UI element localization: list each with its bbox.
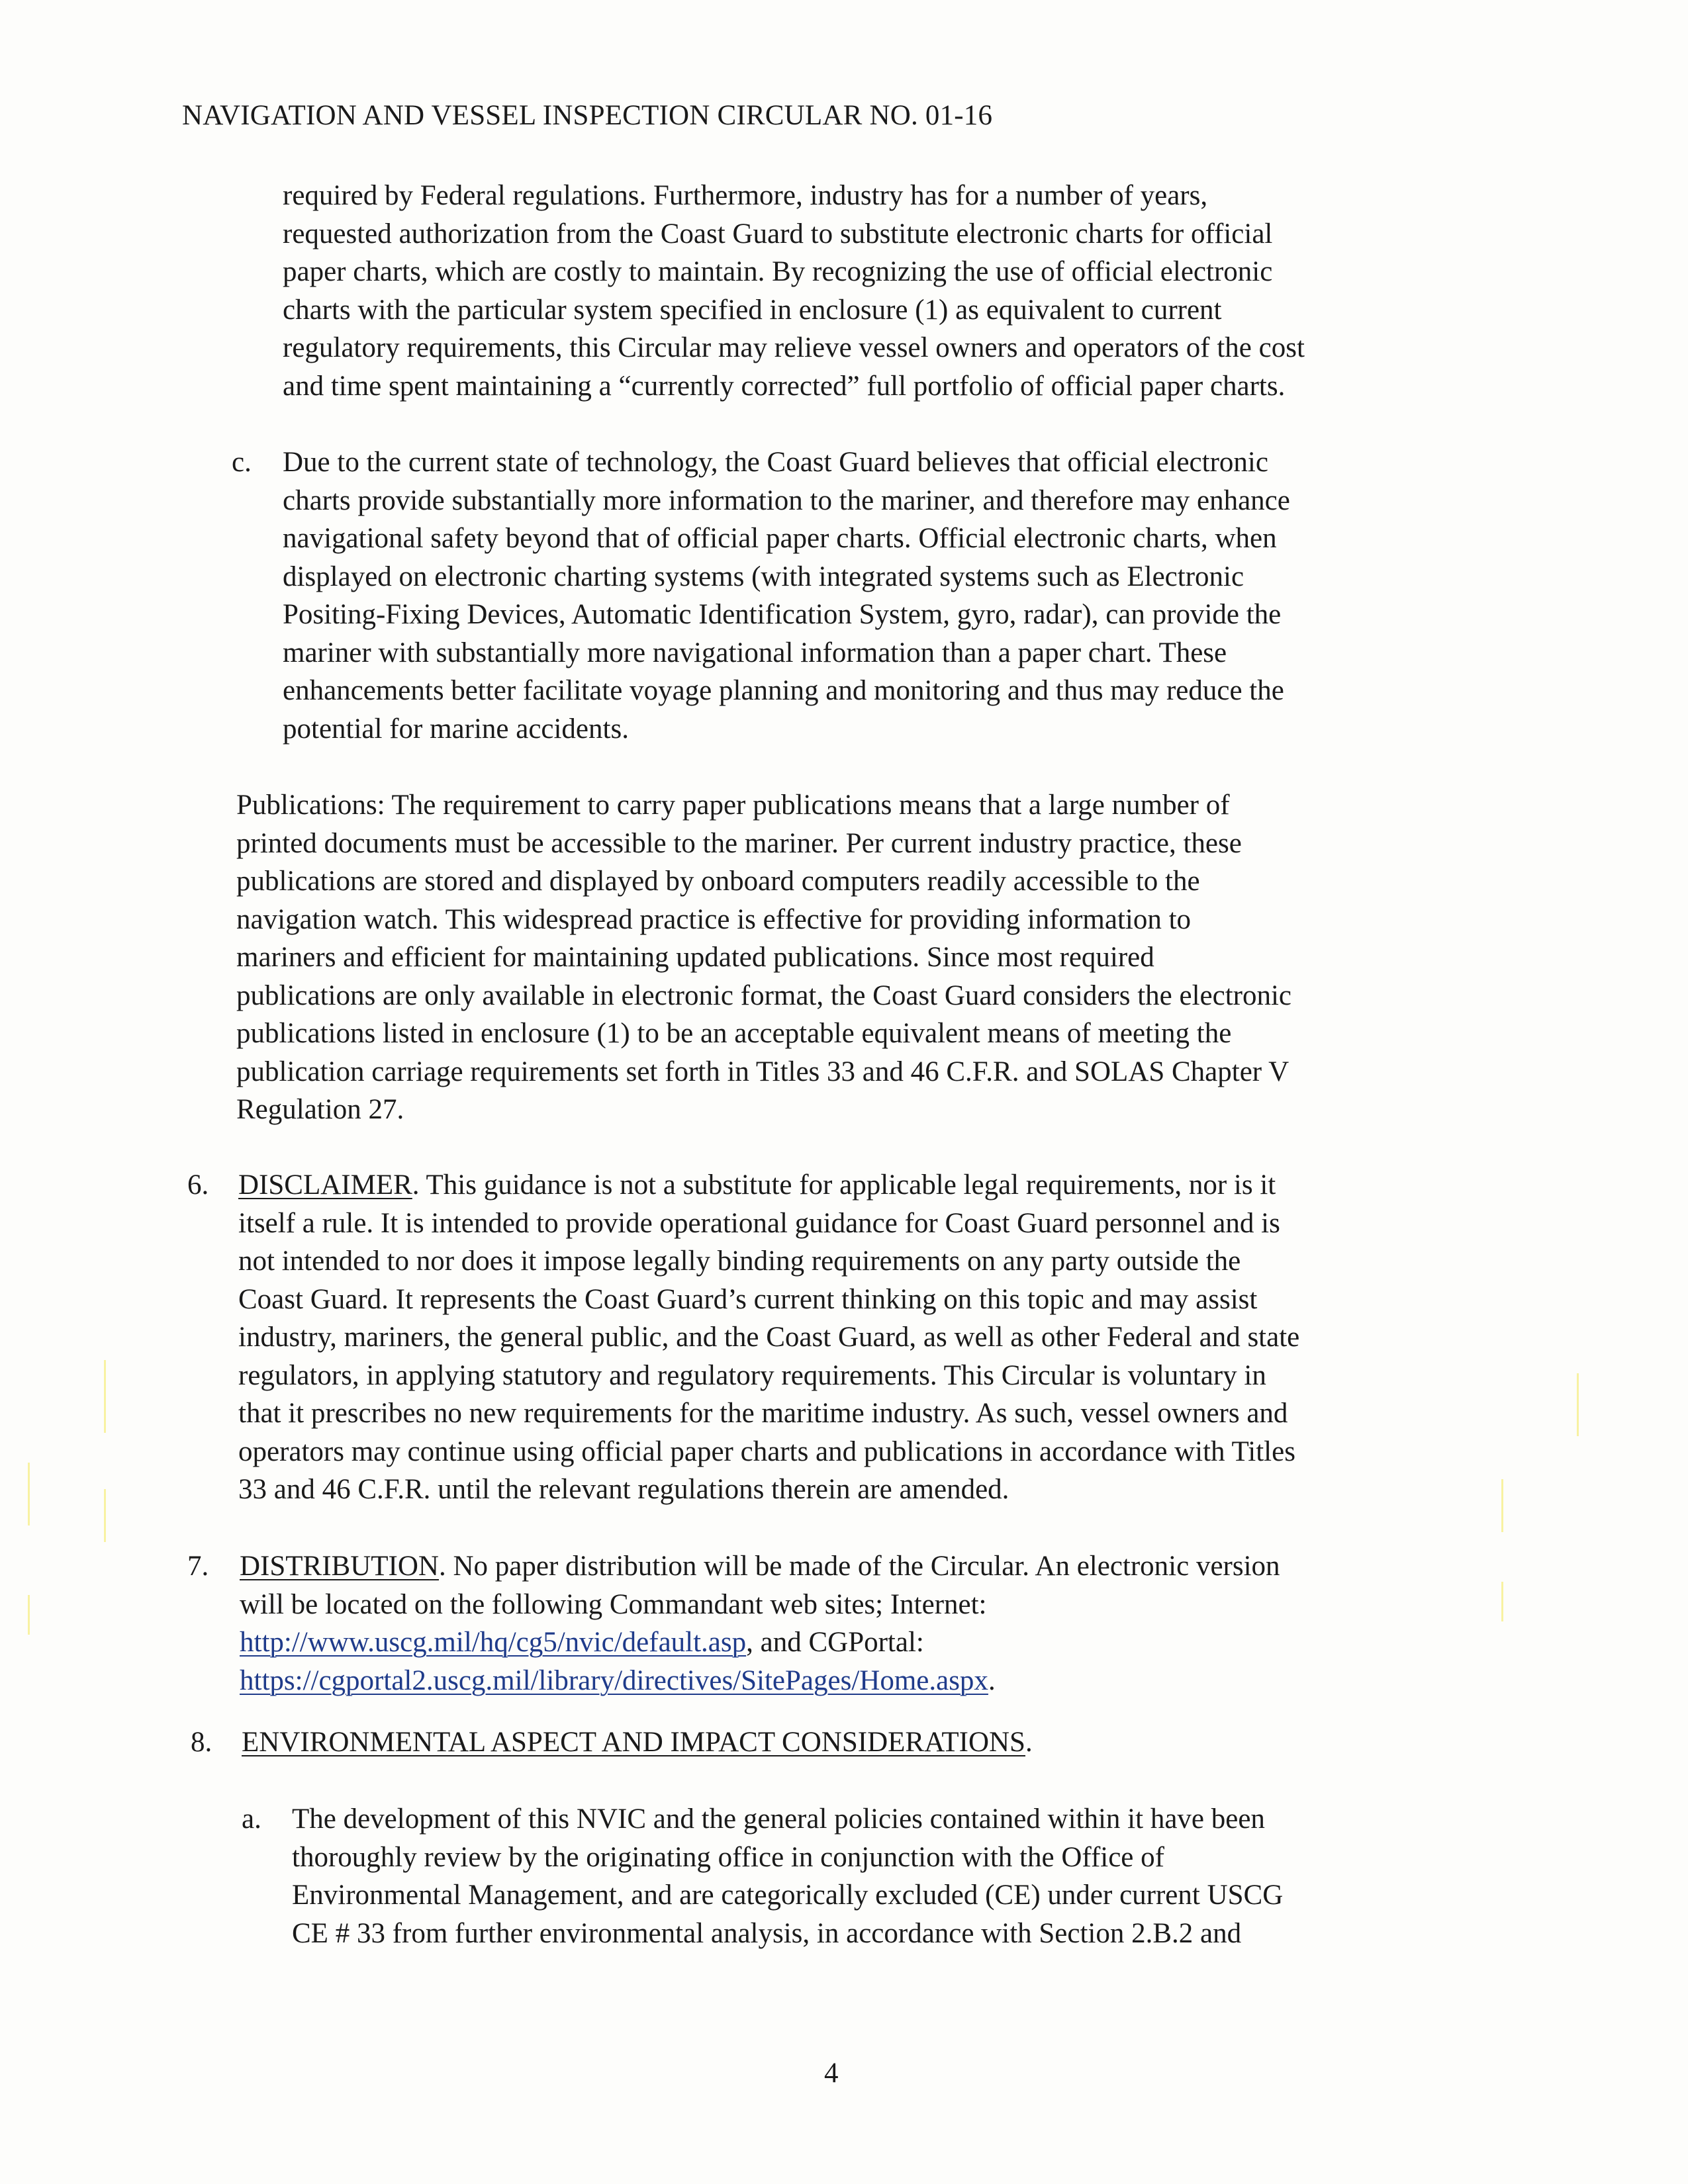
text-line: charts provide substantially more information to the mariner, and therefore may enhance xyxy=(283,484,1290,516)
text-line: publication carriage requirements set forth in Titles 33 and 46 C.F.R. and SOLAS Chapter V xyxy=(236,1056,1289,1087)
section-number-8: 8. xyxy=(191,1727,212,1758)
text-line xyxy=(238,1166,1299,1205)
text-line: Coast Guard. It represents the Coast Guard’s current thinking on this topic and may assist xyxy=(238,1283,1258,1315)
text-line: mariners and efficient for maintaining updated publications. Since most required xyxy=(236,942,1154,973)
scan-artifact-mark xyxy=(28,1463,30,1525)
text-run: . xyxy=(1025,1727,1033,1758)
text-line: Environmental Management, and are categorically excluded (CE) under current USCG xyxy=(292,1880,1284,1911)
uscg-nvic-link[interactable]: http://www.uscg.mil/hq/cg5/nvic/default.asp xyxy=(240,1627,747,1658)
text-line: requested authorization from the Coast Guard to substitute electronic charts for official xyxy=(283,218,1273,250)
text-line: charts with the particular system specified in enclosure (1) as equivalent to current xyxy=(283,294,1222,326)
text-line xyxy=(242,1723,1033,1762)
text-run: . This guidance is not a substitute for applicable legal requirements, nor is it xyxy=(412,1169,1276,1201)
scan-artifact-mark xyxy=(28,1595,30,1635)
text-line: thoroughly review by the originating office in conjunction with the Office of xyxy=(292,1841,1164,1873)
scan-artifact-mark xyxy=(104,1360,106,1433)
document-header-title: NAVIGATION AND VESSEL INSPECTION CIRCULAR NO. 01-16 xyxy=(182,100,993,131)
scan-artifact-mark xyxy=(1577,1373,1579,1436)
text-run: , and CGPortal: xyxy=(746,1627,924,1658)
text-line xyxy=(240,1662,1280,1700)
text-line: potential for marine accidents. xyxy=(283,713,629,745)
text-line: publications are stored and displayed by onboard computers readily accessible to the xyxy=(236,866,1200,897)
text-line: The development of this NVIC and the general policies contained within it have been xyxy=(292,1803,1265,1835)
text-line: that it prescribes no new requirements for the maritime industry. As such, vessel owners and xyxy=(238,1398,1288,1429)
text-line: industry, mariners, the general public, and the Coast Guard, as well as other Federal and state xyxy=(238,1322,1300,1353)
paragraph-publications xyxy=(236,786,1291,1129)
text-line: itself a rule. It is intended to provide operational guidance for Coast Guard personnel and is xyxy=(238,1207,1280,1239)
text-line: publications are only available in electronic format, the Coast Guard considers the electronic xyxy=(236,979,1292,1011)
paragraph-8a xyxy=(292,1800,1283,1952)
section-8-heading xyxy=(242,1723,1033,1762)
section-number-6: 6. xyxy=(187,1169,209,1201)
text-line: paper charts, which are costly to maintain. By recognizing the use of official electronic xyxy=(283,256,1273,287)
text-line: printed documents must be accessible to the mariner. Per current industry practice, these xyxy=(236,827,1242,859)
text-line: 33 and 46 C.F.R. until the relevant regulations therein are amended. xyxy=(238,1474,1009,1505)
text-line: required by Federal regulations. Furthermore, industry has for a number of years, xyxy=(283,180,1208,211)
text-line xyxy=(240,1547,1280,1586)
text-line: Publications: The requirement to carry paper publications means that a large number of xyxy=(236,790,1230,821)
section-7-distribution xyxy=(240,1547,1280,1700)
text-line: Regulation 27. xyxy=(236,1094,404,1125)
text-line: regulatory requirements, this Circular may relieve vessel owners and operators of the cost xyxy=(283,332,1305,363)
text-line: navigational safety beyond that of official paper charts. Official electronic charts, when xyxy=(283,523,1277,554)
text-line: not intended to nor does it impose legally binding requirements on any party outside the xyxy=(238,1246,1241,1277)
cgportal-link[interactable]: https://cgportal2.uscg.mil/library/directives/SitePages/Home.aspx xyxy=(240,1664,988,1696)
section-heading-environmental: ENVIRONMENTAL ASPECT AND IMPACT CONSIDERATIONS xyxy=(242,1727,1025,1758)
text-line: Positing-Fixing Devices, Automatic Identification System, gyro, radar), can provide the xyxy=(283,599,1282,630)
text-line: mariner with substantially more navigational information than a paper chart. These xyxy=(283,637,1227,668)
paragraph-c xyxy=(283,443,1290,748)
section-heading-distribution: DISTRIBUTION xyxy=(240,1551,439,1582)
text-line: operators may continue using official paper charts and publications in accordance with Titles xyxy=(238,1435,1295,1467)
section-heading-disclaimer: DISCLAIMER xyxy=(238,1169,412,1201)
text-line: enhancements better facilitate voyage planning and monitoring and thus may reduce the xyxy=(283,675,1284,706)
scan-artifact-mark xyxy=(104,1489,106,1542)
text-line: and time spent maintaining a “currently corrected” full portfolio of official paper charts. xyxy=(283,370,1286,402)
page-number: 4 xyxy=(824,2058,839,2089)
text-line xyxy=(240,1623,1280,1662)
section-6-disclaimer xyxy=(238,1166,1299,1509)
section-number-7: 7. xyxy=(187,1551,209,1582)
text-line: CE # 33 from further environmental analysis, in accordance with Section 2.B.2 and xyxy=(292,1917,1242,1949)
paragraph-b-continued xyxy=(283,177,1305,405)
text-line: displayed on electronic charting systems (with integrated systems such as Electronic xyxy=(283,561,1244,592)
text-run: . xyxy=(988,1664,996,1696)
text-run: . No paper distribution will be made of the Circular. An electronic version xyxy=(438,1551,1280,1582)
text-line: navigation watch. This widespread practice is effective for providing information to xyxy=(236,903,1192,935)
text-line: regulators, in applying statutory and regulatory requirements. This Circular is voluntary in xyxy=(238,1359,1266,1391)
text-line: Due to the current state of technology, the Coast Guard believes that official electronic xyxy=(283,447,1268,478)
text-line: will be located on the following Commandant web sites; Internet: xyxy=(240,1588,987,1620)
text-line: publications listed in enclosure (1) to be an acceptable equivalent means of meeting the xyxy=(236,1018,1232,1049)
list-marker-c: c. xyxy=(232,447,252,478)
scan-artifact-mark xyxy=(1501,1582,1503,1621)
scan-artifact-mark xyxy=(1501,1479,1503,1532)
list-marker-a: a. xyxy=(242,1803,261,1835)
